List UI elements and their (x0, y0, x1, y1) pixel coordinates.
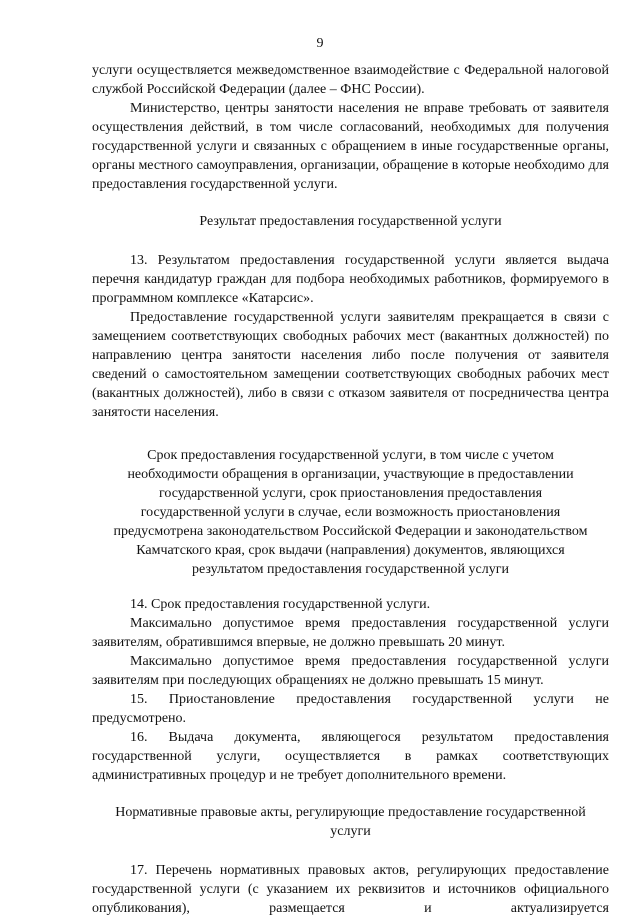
document-body (92, 61, 609, 918)
paragraph-interaction-fns: услуги осуществляется межведомственное взаимодействие с Федеральной налоговой службой Российской Федерации (далее – ФНС России). (92, 63, 609, 97)
paragraph-item-17: 17. Перечень нормативных правовых актов, регулирующих предоставление государственной услуги (с указанием их реквизитов и источников официального опубликования), размещается и актуализируется (92, 863, 609, 916)
section-heading-term-line: государственной услуги в случае, если возможность приостановления (140, 505, 561, 520)
section-heading-term-line: необходимости обращения в организации, участвующие в предоставлении (127, 467, 574, 482)
paragraph-max-time-first: Максимально допустимое время предоставления государственной услуги заявителям, обратившимся впервые, не должно превышать 20 минут. (92, 616, 609, 650)
section-heading-legal-acts-line: Нормативные правовые акты, регулирующие предоставление государственной (115, 805, 586, 820)
section-heading-term-line: государственной услуги, срок приостановления предоставления (158, 486, 543, 501)
section-heading-legal-acts (92, 803, 609, 841)
section-heading-term (92, 446, 609, 579)
section-heading-result: Результат предоставления государственной услуги (199, 214, 502, 229)
paragraph-max-time-subsequent: Максимально допустимое время предоставления государственной услуги заявителям при последующих обращениях не должно превышать 15 минут. (92, 654, 609, 688)
paragraph-item-15: 15. Приостановление предоставления государственной услуги не предусмотрено. (92, 692, 609, 726)
paragraph-item-13: 13. Результатом предоставления государственной услуги является выдача перечня кандидатур граждан для подбора необходимых работников, формируемого в программном комплексе «Катарсис». (92, 253, 609, 306)
section-heading-legal-acts-line: услуги (330, 824, 371, 839)
paragraph-termination: Предоставление государственной услуги заявителям прекращается в связи с замещением соответствующих свободных рабочих мест (вакантных должностей) по направлению центра занятости населения либо после получения от заявителя сведений о самостоятельном замещении соответствующих свободных рабочих мест (вакантных должностей), либо в связи с отказом заявителя от посредничества центра занятости населения. (92, 310, 609, 420)
section-heading-term-line: Камчатского края, срок выдачи (направления) документов, являющихся (136, 543, 565, 558)
section-heading-term-line: Срок предоставления государственной услуги, в том числе с учетом (147, 448, 554, 463)
paragraph-ministry-restrictions: Министерство, центры занятости населения не вправе требовать от заявителя осуществления действий, в том числе согласований, необходимых для получения государственной услуги и связанных с обращением в иные государственные органы, органы местного самоуправления, организации, обращение в которые необходимо для предоставления государственной услуги. (92, 101, 609, 192)
paragraph-item-14: 14. Срок предоставления государственной услуги. (130, 597, 431, 612)
page-number: 9 (316, 36, 324, 51)
section-heading-term-line: результатом предоставления государственной услуги (192, 562, 509, 577)
paragraph-item-16: 16. Выдача документа, являющегося результатом предоставления государственной услуги, осуществляется в рамках соответствующих административных процедур и не требует дополнительного времени. (92, 730, 609, 783)
section-heading-term-line: предусмотрена законодательством Российской Федерации и законодательством (113, 524, 588, 539)
